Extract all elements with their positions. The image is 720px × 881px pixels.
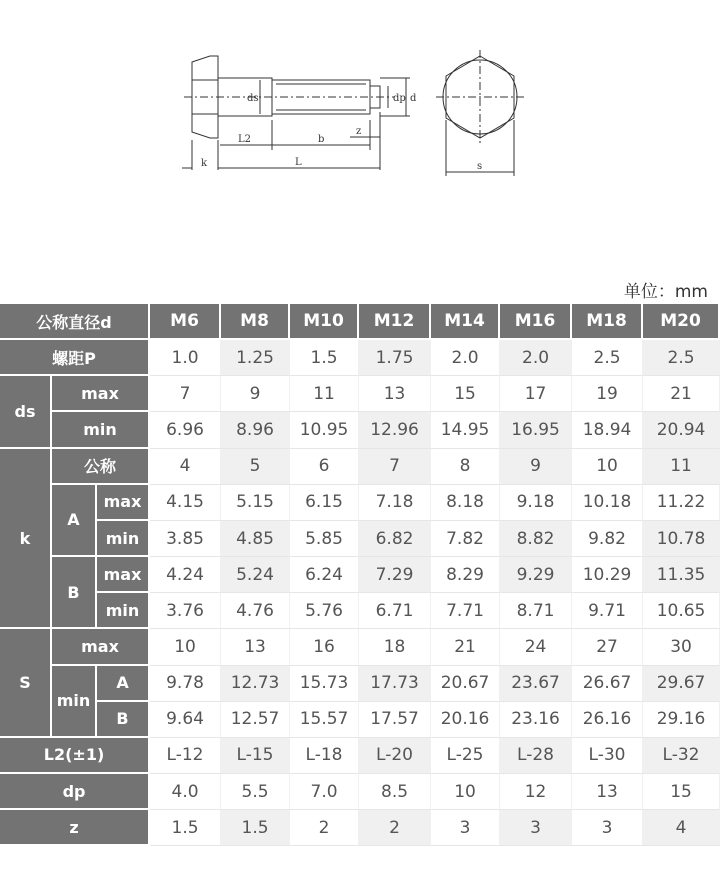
S-min-B-cell: 15.57 — [290, 702, 359, 738]
k-A-max-cell: 10.18 — [572, 485, 643, 521]
label-max: max — [97, 485, 150, 521]
k-B-min-cell: 4.76 — [221, 593, 290, 629]
S-min-A-cell: 12.73 — [221, 666, 290, 702]
pitch-cell: 2.5 — [643, 340, 720, 376]
L2-cell: L-20 — [359, 738, 431, 774]
ds-max-cell: 11 — [290, 376, 359, 412]
row-S-min-B — [0, 702, 720, 738]
label-ds: ds — [247, 93, 259, 104]
k-nominal-cell: 5 — [221, 449, 290, 485]
k-nominal-cell: 8 — [431, 449, 500, 485]
k-A-max-cell: 7.18 — [359, 485, 431, 521]
k-B-max-cell: 8.29 — [431, 557, 500, 593]
label-z: z — [0, 810, 150, 846]
spec-table — [0, 304, 720, 846]
dp-cell: 13 — [572, 774, 643, 810]
row-L2 — [0, 738, 720, 774]
k-nominal-cell: 6 — [290, 449, 359, 485]
row-k-nominal — [0, 449, 720, 485]
S-min-B-cell: 17.57 — [359, 702, 431, 738]
ds-min-cell: 12.96 — [359, 412, 431, 448]
table-header-row — [0, 304, 720, 340]
L2-cell: L-30 — [572, 738, 643, 774]
header-size: M8 — [221, 304, 290, 340]
L2-cell: L-15 — [221, 738, 290, 774]
pitch-cell: 2.5 — [572, 340, 643, 376]
z-cell: 2 — [290, 810, 359, 846]
label-grade-A: A — [97, 666, 150, 702]
ds-min-cell: 14.95 — [431, 412, 500, 448]
k-B-max-cell: 7.29 — [359, 557, 431, 593]
row-dp — [0, 774, 720, 810]
label-pitch: 螺距P — [0, 340, 150, 376]
header-size: M6 — [150, 304, 221, 340]
k-nominal-cell: 4 — [150, 449, 221, 485]
ds-min-cell: 18.94 — [572, 412, 643, 448]
k-B-max-cell: 9.29 — [500, 557, 572, 593]
k-A-min-cell: 6.82 — [359, 521, 431, 557]
label-d: d — [410, 93, 417, 104]
S-min-A-cell: 23.67 — [500, 666, 572, 702]
S-min-A-cell: 20.67 — [431, 666, 500, 702]
dp-cell: 12 — [500, 774, 572, 810]
label-max: max — [97, 557, 150, 593]
label-z: z — [356, 126, 362, 137]
k-A-max-cell: 11.22 — [643, 485, 720, 521]
header-size: M20 — [643, 304, 720, 340]
k-B-min-cell: 10.65 — [643, 593, 720, 629]
pitch-cell: 2.0 — [500, 340, 572, 376]
pitch-cell: 1.5 — [290, 340, 359, 376]
k-B-min-cell: 9.71 — [572, 593, 643, 629]
L2-cell: L-25 — [431, 738, 500, 774]
header-size: M18 — [572, 304, 643, 340]
z-cell: 4 — [643, 810, 720, 846]
label-min: min — [52, 412, 150, 448]
label-dp: dp — [393, 93, 406, 104]
S-min-A-cell: 17.73 — [359, 666, 431, 702]
k-A-min-cell: 4.85 — [221, 521, 290, 557]
k-B-max-cell: 5.24 — [221, 557, 290, 593]
k-B-min-cell: 7.71 — [431, 593, 500, 629]
label-b: b — [318, 134, 325, 145]
label-max: max — [52, 629, 150, 665]
row-k-B-min — [0, 593, 720, 629]
dp-cell: 10 — [431, 774, 500, 810]
k-A-max-cell: 8.18 — [431, 485, 500, 521]
row-ds-max — [0, 376, 720, 412]
S-min-B-cell: 9.64 — [150, 702, 221, 738]
L2-cell: L-12 — [150, 738, 221, 774]
z-cell: 1.5 — [150, 810, 221, 846]
k-A-max-cell: 6.15 — [290, 485, 359, 521]
k-nominal-cell: 10 — [572, 449, 643, 485]
label-L2: L2(±1) — [0, 738, 150, 774]
S-min-B-cell: 23.16 — [500, 702, 572, 738]
ds-max-cell: 15 — [431, 376, 500, 412]
k-B-max-cell: 4.24 — [150, 557, 221, 593]
row-k-B-max — [0, 557, 720, 593]
header-size: M10 — [290, 304, 359, 340]
label-dp: dp — [0, 774, 150, 810]
S-min-B-cell: 26.16 — [572, 702, 643, 738]
label-grade-B: B — [97, 702, 150, 738]
S-min-A-cell: 9.78 — [150, 666, 221, 702]
k-A-max-cell: 4.15 — [150, 485, 221, 521]
dp-cell: 7.0 — [290, 774, 359, 810]
S-min-A-cell: 29.67 — [643, 666, 720, 702]
ds-min-cell: 20.94 — [643, 412, 720, 448]
S-max-cell: 10 — [150, 629, 221, 665]
label-ds: ds — [0, 376, 52, 448]
row-k-A-min — [0, 521, 720, 557]
k-A-max-cell: 5.15 — [221, 485, 290, 521]
z-cell: 1.5 — [221, 810, 290, 846]
dp-cell: 4.0 — [150, 774, 221, 810]
k-nominal-cell: 9 — [500, 449, 572, 485]
ds-min-cell: 6.96 — [150, 412, 221, 448]
dp-cell: 8.5 — [359, 774, 431, 810]
row-S-max — [0, 629, 720, 665]
row-ds-min — [0, 412, 720, 448]
header-size: M12 — [359, 304, 431, 340]
label-grade-A: A — [52, 485, 97, 557]
row-S-min-A — [0, 666, 720, 702]
label-k: k — [0, 449, 52, 630]
label-s: s — [477, 161, 483, 172]
L2-cell: L-18 — [290, 738, 359, 774]
ds-max-cell: 13 — [359, 376, 431, 412]
k-B-max-cell: 10.29 — [572, 557, 643, 593]
pitch-cell: 2.0 — [431, 340, 500, 376]
dp-cell: 5.5 — [221, 774, 290, 810]
S-max-cell: 16 — [290, 629, 359, 665]
L2-cell: L-28 — [500, 738, 572, 774]
pitch-cell: 1.75 — [359, 340, 431, 376]
z-cell: 3 — [572, 810, 643, 846]
S-max-cell: 30 — [643, 629, 720, 665]
S-max-cell: 13 — [221, 629, 290, 665]
k-A-min-cell: 5.85 — [290, 521, 359, 557]
S-min-A-cell: 15.73 — [290, 666, 359, 702]
S-max-cell: 24 — [500, 629, 572, 665]
row-z — [0, 810, 720, 846]
k-A-min-cell: 8.82 — [500, 521, 572, 557]
k-nominal-cell: 11 — [643, 449, 720, 485]
label-L2: L2 — [238, 134, 252, 145]
ds-max-cell: 19 — [572, 376, 643, 412]
label-nominal: 公称 — [52, 449, 150, 485]
label-min: min — [52, 666, 97, 738]
pitch-cell: 1.0 — [150, 340, 221, 376]
pitch-cell: 1.25 — [221, 340, 290, 376]
label-S: S — [0, 629, 52, 737]
k-B-min-cell: 3.76 — [150, 593, 221, 629]
k-A-max-cell: 9.18 — [500, 485, 572, 521]
S-max-cell: 18 — [359, 629, 431, 665]
k-A-min-cell: 10.78 — [643, 521, 720, 557]
label-max: max — [52, 376, 150, 412]
k-nominal-cell: 7 — [359, 449, 431, 485]
header-size: M16 — [500, 304, 572, 340]
row-pitch — [0, 340, 720, 376]
row-k-A-max — [0, 485, 720, 521]
k-A-min-cell: 7.82 — [431, 521, 500, 557]
header-size: M14 — [431, 304, 500, 340]
S-max-cell: 21 — [431, 629, 500, 665]
z-cell: 3 — [431, 810, 500, 846]
label-k: k — [201, 158, 208, 169]
k-B-min-cell: 5.76 — [290, 593, 359, 629]
S-min-B-cell: 20.16 — [431, 702, 500, 738]
bolt-drawing — [180, 40, 540, 190]
header-nominal-diameter: 公称直径d — [0, 304, 150, 340]
L2-cell: L-32 — [643, 738, 720, 774]
label-min: min — [97, 593, 150, 629]
k-B-min-cell: 8.71 — [500, 593, 572, 629]
S-min-B-cell: 12.57 — [221, 702, 290, 738]
ds-max-cell: 9 — [221, 376, 290, 412]
ds-max-cell: 17 — [500, 376, 572, 412]
k-A-min-cell: 9.82 — [572, 521, 643, 557]
k-B-max-cell: 6.24 — [290, 557, 359, 593]
ds-min-cell: 16.95 — [500, 412, 572, 448]
label-L: L — [295, 157, 302, 168]
k-B-max-cell: 11.35 — [643, 557, 720, 593]
unit-label: 单位：mm — [623, 282, 708, 302]
ds-min-cell: 8.96 — [221, 412, 290, 448]
z-cell: 3 — [500, 810, 572, 846]
ds-min-cell: 10.95 — [290, 412, 359, 448]
k-A-min-cell: 3.85 — [150, 521, 221, 557]
S-min-B-cell: 29.16 — [643, 702, 720, 738]
dp-cell: 15 — [643, 774, 720, 810]
label-min: min — [97, 521, 150, 557]
ds-max-cell: 21 — [643, 376, 720, 412]
S-max-cell: 27 — [572, 629, 643, 665]
label-grade-B: B — [52, 557, 97, 629]
S-min-A-cell: 26.67 — [572, 666, 643, 702]
ds-max-cell: 7 — [150, 376, 221, 412]
k-B-min-cell: 6.71 — [359, 593, 431, 629]
z-cell: 2 — [359, 810, 431, 846]
